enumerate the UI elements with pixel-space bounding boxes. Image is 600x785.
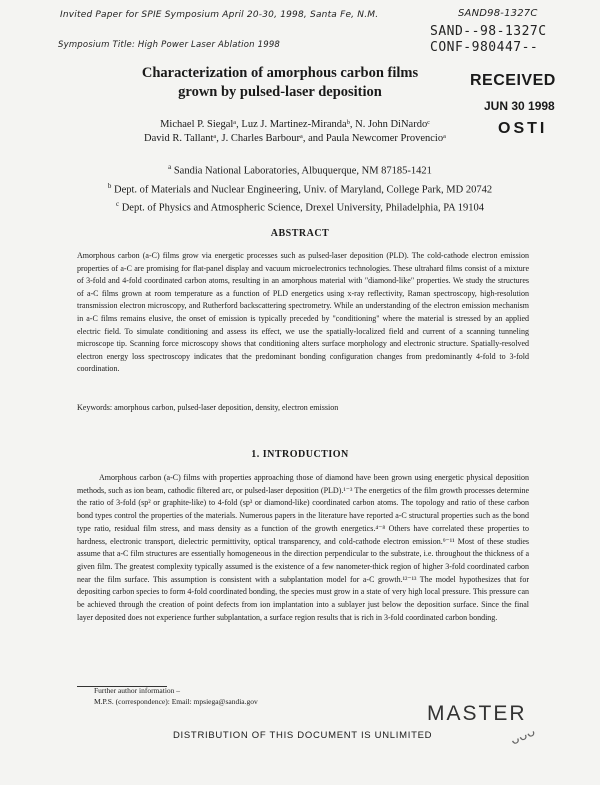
introduction-heading: 1. INTRODUCTION [251,449,349,460]
keywords: Keywords: amorphous carbon, pulsed-laser deposition, density, electron emission [77,403,339,412]
master-stamp: MASTER [427,702,527,725]
handwritten-conference-note: Invited Paper for SPIE Symposium April 20-30, 1998, Santa Fe, N.M. [60,10,379,20]
conference-number: CONF-980447-- [430,40,539,55]
received-stamp: RECEIVED [470,72,556,89]
footnote-author-info: Further author information – [94,686,181,695]
affiliation-b [100,179,500,198]
title-line-2: grown by pulsed-laser deposition [178,84,382,100]
introduction-body: Amorphous carbon (a-C) films with properties approaching those of diamond have been grown using energetic physical deposition methods, such as ion beam, cathodic filtered arc, or pulsed-laser deposition (PLD).¹⁻³ The energetics of the film growth processes determine the ratio of 3-fold (sp² or graphite-like) to 4-fold (sp³ or diamond-like) coordinated carbon atoms. The topology and ratio of these carbon bond types control the properties of the materials. Numerous papers in the literature have reported a-C structural properties such as the bond type ratio, residual film stress, and mass density as a function of the growth energetics.⁴⁻⁸ Others have correlated these properties to hardness, electronic transport, dielectric permittivity, optical transparency, and cold-cathode electron emission.⁹⁻¹¹ Most of these studies assume that a-C film structures are essentially homogeneous in the direction perpendicular to the substrate, i.e. throughout the thickness of a given film. The greatest complexity typically assumed is the existence of a few nanometer-thick region of higher 3-fold coordinated carbon near the film surface. This assumption is consistent with a subplantation model for a-C growth.¹²⁻¹³ The model hypothesizes that for depositing carbon species to form 4-fold coordinated bonding, the species must grow in a state of very high local pressure. This pressure can be achieved through the creation of point defects from ion implantation into a sublayer just below the deposition surface. Since the final layer deposited does not experience further subplantation, a surface region results that is rich in 3-fold coordinated carbon bonding. [77,473,529,622]
affiliation-mark: c [115,200,120,208]
authors-line-1: Michael P. Siegalᵃ, Luz J. Martinez-Mirandaᵇ, N. John DiNardoᶜ [160,119,430,130]
affiliation-mark: b [107,181,112,190]
handwritten-report-number: SAND98-1327C [458,8,538,19]
authors-line-2: David R. Tallantᵃ, J. Charles Barbourᵃ, and Paula Newcomer Provencioᵃ [144,133,446,144]
footnote-correspondence: M.P.S. (correspondence): Email: mpsiega@sandia.gov [94,697,258,706]
affiliation-text: Sandia National Laboratories, Albuquerque, NM 87185-1421 [173,165,432,177]
received-date-stamp: JUN 30 1998 [484,99,555,113]
author-list [95,118,495,146]
title-line-1: Characterization of amorphous carbon films [141,65,419,81]
distribution-statement: DISTRIBUTION OF THIS DOCUMENT IS UNLIMITED [173,730,433,741]
paper-title [120,64,440,102]
affiliation-text: Dept. of Physics and Atmospheric Science, Drexel University, Philadelphia, PA 19104 [121,202,485,214]
affiliation-mark: a [168,163,172,171]
abstract-text: Amorphous carbon (a-C) films grow via energetic processes such as pulsed-laser deposition (PLD). The cold-cathode electron emission properties of a-C are promising for flat-panel display and vacuum microelectronics technologies. These ultrahard films consist of a mixture of 3-fold and 4-fold coordinated carbon atoms, resulting in an amorphous material with "diamond-like" properties. We study the structures of a-C films grown at room temperature as a function of PLD energetics using x-ray reflectivity, Raman spectroscopy, high-resolution transmission electron microscopy, and Rutherford backscattering spectrometry. While an understanding of the electron emission mechanism in a-C films remains elusive, the onset of emission is typically preceded by "conditioning" where the material is stressed by an applied electric field. To simulate conditioning and assess its effect, we use the spatially-localized field and current of a scanning tunneling microscope tip. Scanning force microscopy shows that conditioning alters surface morphology and electronic structure. Spatially-resolved electron energy loss spectroscopy indicates that the predominant bonding configuration changes from predominantly 4-fold to 3-fold coordination. [77,251,529,374]
introduction-text [77,472,529,624]
report-number: SAND--98-1327C [430,24,547,39]
osti-stamp: OSTI [498,120,548,137]
affiliation-text: Dept. of Materials and Nuclear Engineering, Univ. of Maryland, College Park, MD 20742 [114,184,493,195]
handwritten-mark: ᴗᴗᴗ [507,723,538,749]
abstract-heading: ABSTRACT [270,228,330,239]
affiliation-c [100,197,500,216]
affiliation-a [100,160,500,179]
affiliations [100,160,500,216]
handwritten-symposium-title: Symposium Title: High Power Laser Ablation 1998 [58,40,281,50]
